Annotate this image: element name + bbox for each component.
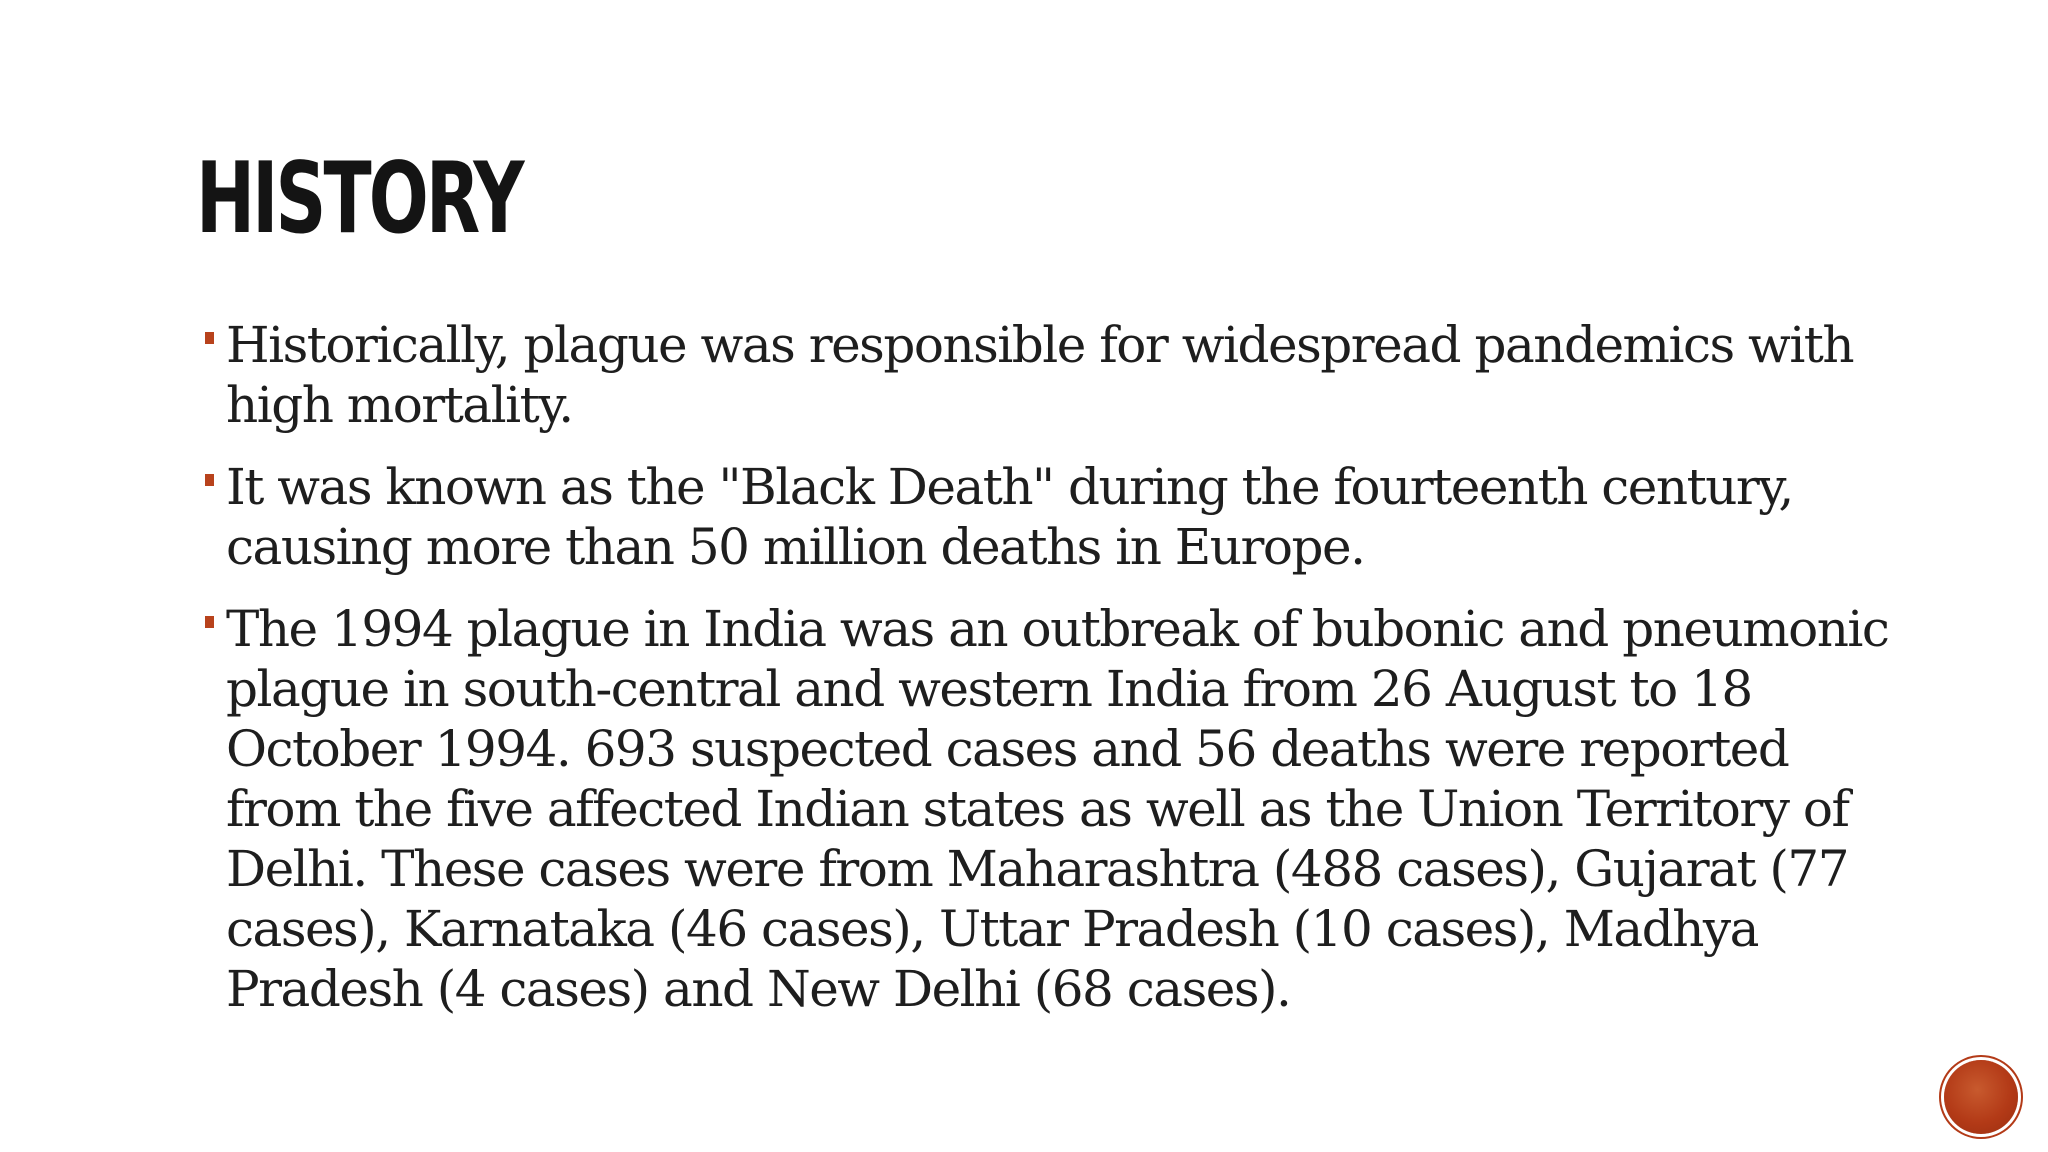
square-bullet-icon [205, 616, 214, 628]
square-bullet-icon [205, 474, 214, 486]
bullet-text: Historically, plague was responsible for widespread pandemics with high mortality. [226, 316, 1854, 434]
bullet-text: It was known as the "Black Death" during the fourteenth century, causing more than 50 million deaths in Europe. [226, 458, 1793, 576]
bullet-text: The 1994 plague in India was an outbreak of bubonic and pneumonic plague in south-central and western India from 26 August to 18 October 1994. 693 suspected cases and 56 deaths were reported from the five affected Indian states as well as the Union Territory of Delhi. These cases were from Maharashtra (488 cases), Gujarat (77 cases), Karnataka (46 cases), Uttar Pradesh (10 cases), Madhya Pradesh (4 cases) and New Delhi (68 cases). [226, 600, 1889, 1018]
bullet-item [196, 315, 1916, 435]
bullet-item [196, 599, 1916, 1019]
square-bullet-icon [205, 332, 214, 344]
bullet-list [196, 315, 1916, 1041]
bullet-item [196, 457, 1916, 577]
slide-navigation-circle-icon[interactable] [1944, 1060, 2018, 1134]
slide-title: HISTORY [196, 142, 522, 256]
